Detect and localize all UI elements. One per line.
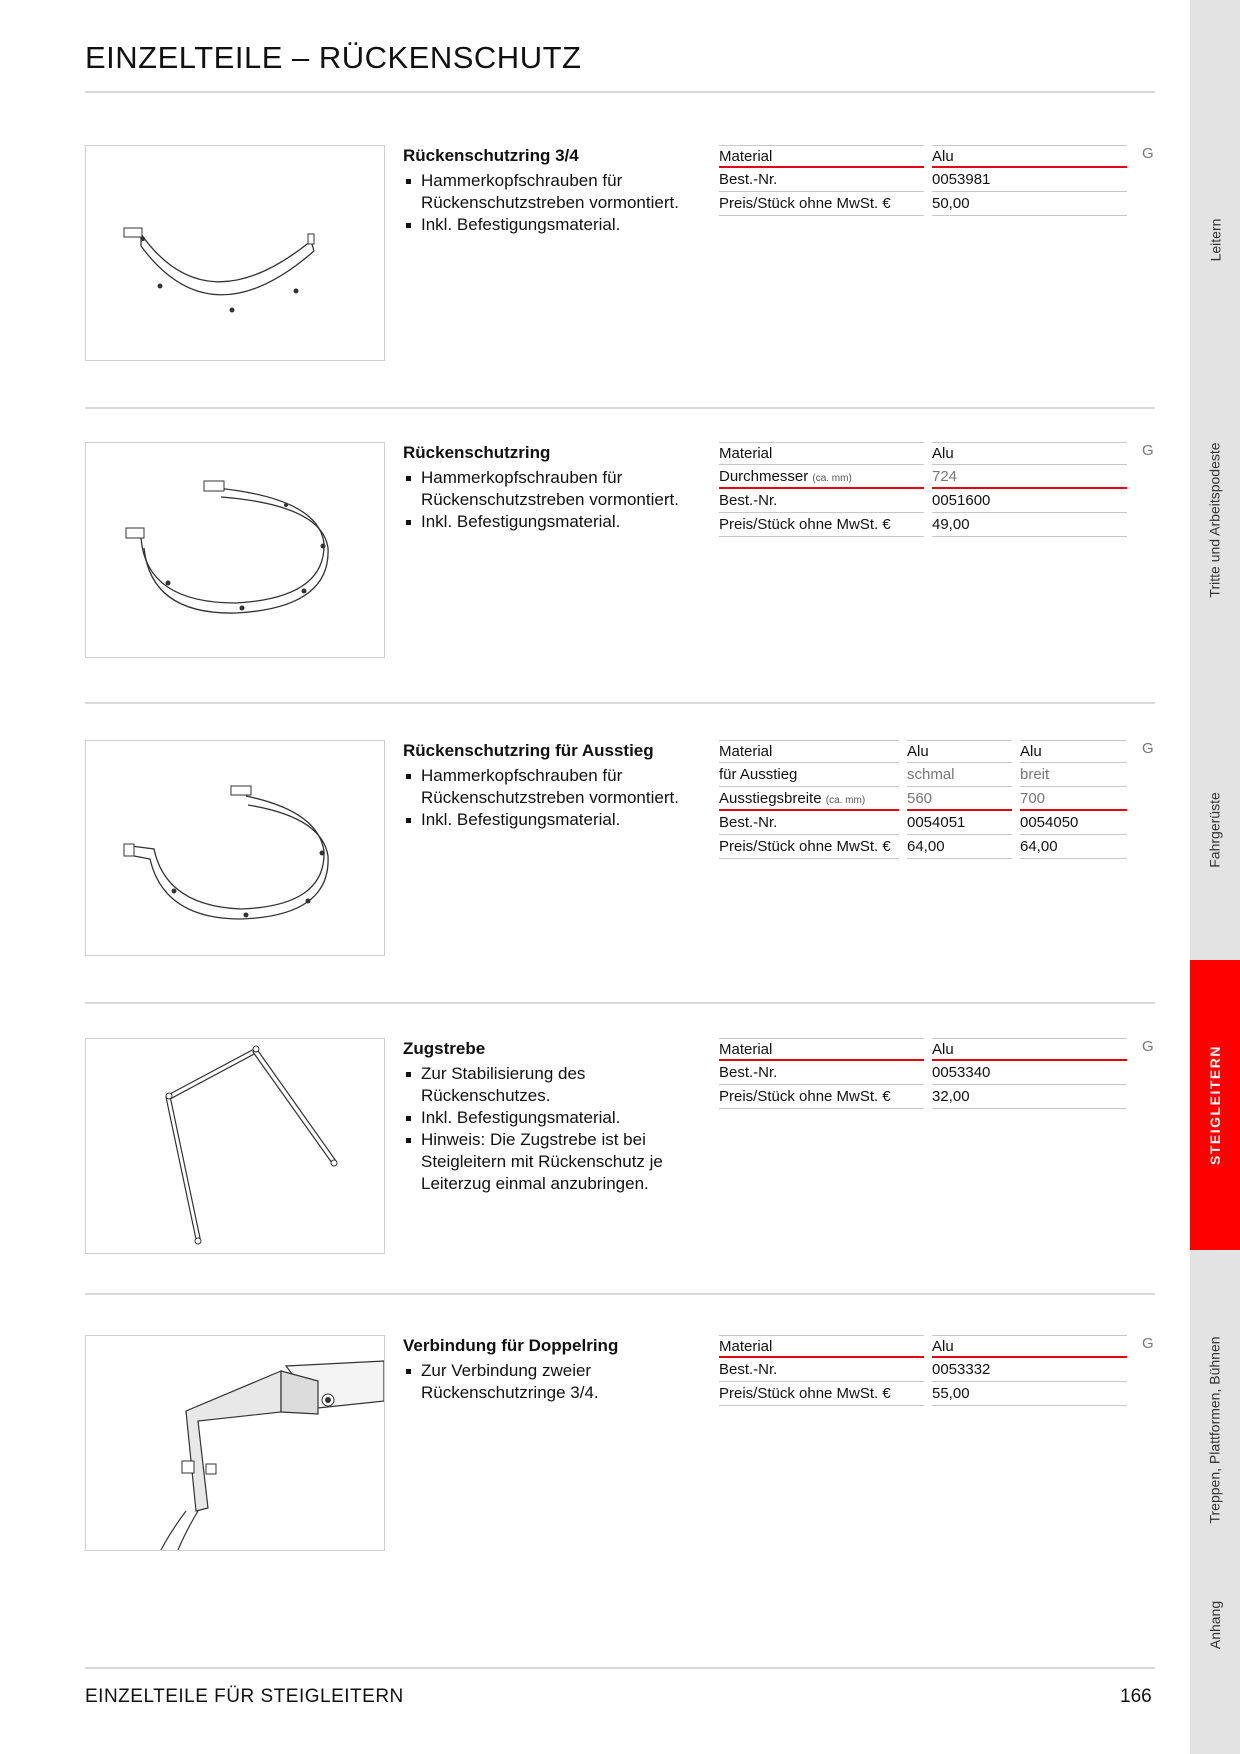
product-title: Rückenschutzring	[403, 443, 551, 462]
ring-3-4-illustration-icon	[86, 146, 384, 360]
spec-row-exit-width: Ausstiegsbreite (ca. mm) 560 700	[719, 788, 1135, 812]
sidebar-tab-steigleitern[interactable]: STEIGLEITERN	[1190, 960, 1240, 1250]
product-image-ring	[85, 442, 385, 658]
product-image-ring-3-4	[85, 145, 385, 361]
sidebar-tab-anhang[interactable]: Anhang	[1207, 1600, 1223, 1650]
sidebar-tab-tritte[interactable]: Tritte und Arbeitspodeste	[1207, 442, 1224, 598]
grade-marker: G	[1142, 442, 1154, 459]
feature-bullet: Inkl. Befestigungsmaterial.	[403, 511, 703, 533]
product-image-doppelring	[85, 1335, 385, 1551]
spec-row-material: Material Alu	[719, 145, 1135, 169]
feature-bullet: Inkl. Befestigungsmaterial.	[403, 1107, 703, 1129]
ring-exit-illustration-icon	[86, 741, 384, 955]
spec-row-order-number: Best.-Nr. 0051600	[719, 490, 1135, 514]
spec-row-price: Preis/Stück ohne MwSt. € 50,00	[719, 193, 1135, 217]
title-divider	[85, 91, 1155, 93]
spec-row-price: Preis/Stück ohne MwSt. € 32,00	[719, 1086, 1135, 1110]
spec-table	[719, 740, 1135, 860]
product-description	[403, 145, 703, 236]
feature-bullet: Zur Stabilisierung des Rückenschutzes.	[403, 1063, 703, 1107]
grade-marker: G	[1142, 740, 1154, 757]
spec-table	[719, 442, 1135, 538]
section-divider	[85, 407, 1155, 409]
spec-row-order-number: Best.-Nr. 0054051 0054050	[719, 812, 1135, 836]
grade-marker: G	[1142, 145, 1154, 162]
spec-row-order-number: Best.-Nr. 0053981	[719, 169, 1135, 193]
section-divider	[85, 1002, 1155, 1004]
sidebar-tab-treppen[interactable]: Treppen, Plattformen, Bühnen	[1207, 1336, 1224, 1524]
spec-table	[719, 145, 1135, 217]
spec-row-price: Preis/Stück ohne MwSt. € 49,00	[719, 514, 1135, 538]
spec-row-order-number: Best.-Nr. 0053332	[719, 1359, 1135, 1383]
page-title: EINZELTEILE – RÜCKENSCHUTZ	[85, 40, 582, 75]
spec-row-material: Material Alu	[719, 1038, 1135, 1062]
spec-table	[719, 1335, 1135, 1407]
chapter-sidebar	[1190, 0, 1240, 1754]
spec-row-order-number: Best.-Nr. 0053340	[719, 1062, 1135, 1086]
product-section-doppelring	[85, 1335, 1155, 1565]
product-section-ring-3-4	[85, 145, 1155, 375]
product-title: Rückenschutzring 3/4	[403, 146, 579, 165]
spec-row-material: Material Alu	[719, 1335, 1135, 1359]
feature-bullet: Hinweis: Die Zugstrebe ist bei Steigleitern mit Rückenschutz je Leiterzug einmal anzubringen.	[403, 1129, 703, 1195]
sidebar-tab-fahrgerueste[interactable]: Fahrgerüste	[1207, 792, 1224, 868]
product-section-ring-exit	[85, 740, 1155, 970]
sidebar-tab-leitern[interactable]: Leitern	[1207, 218, 1223, 262]
connector-illustration-icon	[86, 1336, 384, 1550]
ring-illustration-icon	[86, 443, 384, 657]
grade-marker: G	[1142, 1335, 1154, 1352]
spec-row-exit-type: für Ausstieg schmal breit	[719, 764, 1135, 788]
product-title: Zugstrebe	[403, 1039, 486, 1058]
section-divider	[85, 702, 1155, 704]
strut-illustration-icon	[86, 1039, 384, 1253]
product-description	[403, 1038, 703, 1195]
feature-bullet: Hammerkopfschrauben für Rückenschutzstreben vormontiert.	[403, 765, 703, 809]
feature-bullet: Hammerkopfschrauben für Rückenschutzstreben vormontiert.	[403, 170, 703, 214]
product-title: Verbindung für Doppelring	[403, 1336, 619, 1355]
product-section-zugstrebe	[85, 1038, 1155, 1268]
footer-divider	[85, 1667, 1155, 1669]
feature-bullet: Zur Verbindung zweier Rückenschutzringe 3/4.	[403, 1360, 703, 1404]
product-description	[403, 1335, 703, 1404]
feature-bullet: Inkl. Befestigungsmaterial.	[403, 809, 703, 831]
product-title: Rückenschutzring für Ausstieg	[403, 741, 654, 760]
product-description	[403, 740, 703, 831]
footer-section-title: EINZELTEILE FÜR STEIGLEITERN	[85, 1686, 404, 1707]
product-description	[403, 442, 703, 533]
feature-bullet: Inkl. Befestigungsmaterial.	[403, 214, 703, 236]
section-divider	[85, 1293, 1155, 1295]
product-section-ring	[85, 442, 1155, 672]
product-image-zugstrebe	[85, 1038, 385, 1254]
product-image-ring-exit	[85, 740, 385, 956]
spec-table	[719, 1038, 1135, 1110]
spec-row-price: Preis/Stück ohne MwSt. € 64,00 64,00	[719, 836, 1135, 860]
spec-row-material: Material Alu	[719, 442, 1135, 466]
spec-row-price: Preis/Stück ohne MwSt. € 55,00	[719, 1383, 1135, 1407]
grade-marker: G	[1142, 1038, 1154, 1055]
spec-row-diameter: Durchmesser (ca. mm) 724	[719, 466, 1135, 490]
spec-row-material: Material Alu Alu	[719, 740, 1135, 764]
page-number: 166	[1120, 1686, 1152, 1707]
feature-bullet: Hammerkopfschrauben für Rückenschutzstreben vormontiert.	[403, 467, 703, 511]
